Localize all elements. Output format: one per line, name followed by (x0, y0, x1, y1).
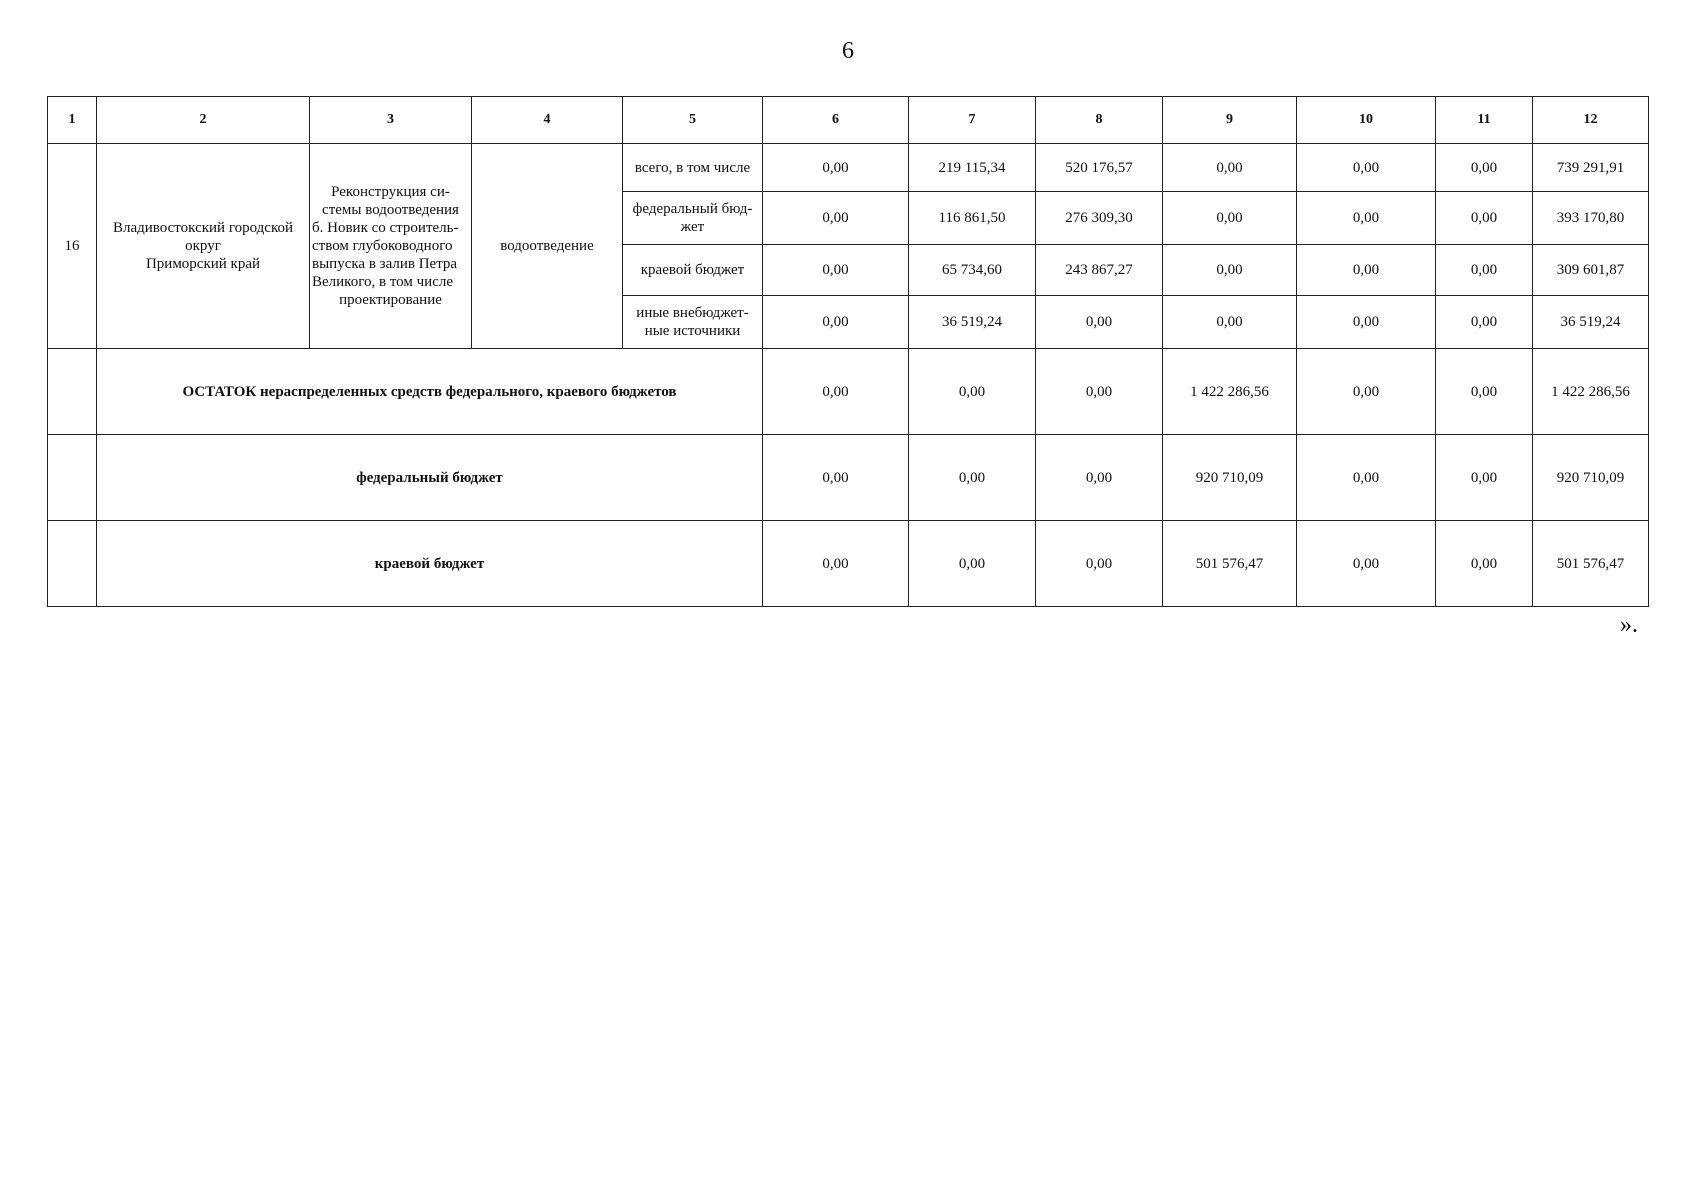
value-cell: 65 734,60 (909, 245, 1036, 296)
summary-label: краевой бюджет (97, 521, 763, 607)
column-header: 9 (1163, 97, 1297, 144)
value-cell: 0,00 (1297, 349, 1436, 435)
value-cell: 0,00 (1036, 349, 1163, 435)
summary-row (48, 435, 1649, 521)
project-line: Великого, в том числе (312, 274, 453, 290)
value-cell: 116 861,50 (909, 192, 1036, 245)
value-cell: 501 576,47 (1163, 521, 1297, 607)
column-header: 10 (1297, 97, 1436, 144)
column-header: 5 (623, 97, 763, 144)
project-line: проектирование (339, 292, 442, 308)
source-cell (623, 144, 763, 192)
value-cell: 0,00 (1436, 245, 1533, 296)
value-cell: 0,00 (763, 192, 909, 245)
summary-label: федеральный бюджет (97, 435, 763, 521)
value-cell: 0,00 (763, 144, 909, 192)
municipality-line: Владивостокский городской (112, 220, 294, 236)
header-row (48, 97, 1649, 144)
project-line: Реконструкция си- (331, 184, 450, 200)
source-line: федеральный бюд- (632, 201, 753, 217)
value-cell: 0,00 (909, 521, 1036, 607)
value-cell: 0,00 (1436, 144, 1533, 192)
column-header: 12 (1533, 97, 1649, 144)
column-header: 11 (1436, 97, 1533, 144)
column-header: 3 (310, 97, 472, 144)
summary-row (48, 521, 1649, 607)
value-cell: 0,00 (1297, 296, 1436, 349)
project-line: выпуска в залив Петра (312, 256, 458, 272)
value-cell: 0,00 (763, 296, 909, 349)
project-cell (310, 144, 472, 349)
entry-number: 16 (48, 144, 97, 349)
value-cell: 0,00 (1436, 296, 1533, 349)
value-cell: 0,00 (909, 349, 1036, 435)
value-cell: 309 601,87 (1533, 245, 1649, 296)
value-cell: 0,00 (1036, 435, 1163, 521)
column-header: 6 (763, 97, 909, 144)
value-cell: 0,00 (1163, 144, 1297, 192)
column-header: 7 (909, 97, 1036, 144)
page-number: 6 (842, 38, 854, 64)
value-cell: 0,00 (763, 435, 909, 521)
project-line: ством глубоководного (312, 238, 453, 254)
summary-label: ОСТАТОК нераспределенных средств федерального, краевого бюджетов (97, 349, 763, 435)
empty-cell (48, 349, 97, 435)
budget-table (47, 96, 1649, 607)
value-cell: 501 576,47 (1533, 521, 1649, 607)
municipality-line: округ (185, 238, 221, 254)
value-cell: 0,00 (1163, 296, 1297, 349)
value-cell: 0,00 (1163, 192, 1297, 245)
value-cell: 0,00 (763, 521, 909, 607)
source-cell (623, 192, 763, 245)
value-cell: 276 309,30 (1036, 192, 1163, 245)
column-header: 8 (1036, 97, 1163, 144)
value-cell: 36 519,24 (1533, 296, 1649, 349)
source-line: жет (680, 219, 705, 235)
municipality-line: Приморский край (145, 256, 261, 272)
value-cell: 36 519,24 (909, 296, 1036, 349)
value-cell: 219 115,34 (909, 144, 1036, 192)
value-cell: 0,00 (1297, 245, 1436, 296)
sector-cell: водоотведение (472, 144, 623, 349)
column-header: 4 (472, 97, 623, 144)
value-cell: 1 422 286,56 (1533, 349, 1649, 435)
project-line: стемы водоотведения (322, 202, 459, 218)
source-line: иные внебюджет- (636, 305, 749, 321)
source-cell (623, 245, 763, 296)
value-cell: 0,00 (1436, 435, 1533, 521)
value-cell: 0,00 (1163, 245, 1297, 296)
value-cell: 0,00 (909, 435, 1036, 521)
value-cell: 0,00 (1297, 192, 1436, 245)
value-cell: 0,00 (1297, 435, 1436, 521)
project-line: б. Новик со строитель- (312, 220, 459, 236)
table-row (48, 144, 1649, 192)
column-header: 2 (97, 97, 310, 144)
source-line: всего, в том числе (634, 159, 751, 176)
source-line: ные источники (644, 323, 741, 339)
summary-row (48, 349, 1649, 435)
value-cell: 393 170,80 (1533, 192, 1649, 245)
value-cell: 920 710,09 (1533, 435, 1649, 521)
value-cell: 0,00 (1036, 296, 1163, 349)
value-cell: 739 291,91 (1533, 144, 1649, 192)
value-cell: 0,00 (1036, 521, 1163, 607)
value-cell: 0,00 (1297, 144, 1436, 192)
closing-quote-mark: ». (1620, 612, 1638, 638)
value-cell: 0,00 (1297, 521, 1436, 607)
value-cell: 0,00 (763, 349, 909, 435)
empty-cell (48, 521, 97, 607)
value-cell: 0,00 (1436, 521, 1533, 607)
value-cell: 0,00 (1436, 192, 1533, 245)
value-cell: 920 710,09 (1163, 435, 1297, 521)
source-line: краевой бюджет (640, 262, 745, 278)
value-cell: 0,00 (763, 245, 909, 296)
value-cell: 0,00 (1436, 349, 1533, 435)
value-cell: 1 422 286,56 (1163, 349, 1297, 435)
source-cell (623, 296, 763, 349)
column-header: 1 (48, 97, 97, 144)
empty-cell (48, 435, 97, 521)
value-cell: 520 176,57 (1036, 144, 1163, 192)
value-cell: 243 867,27 (1036, 245, 1163, 296)
municipality-cell (97, 144, 310, 349)
